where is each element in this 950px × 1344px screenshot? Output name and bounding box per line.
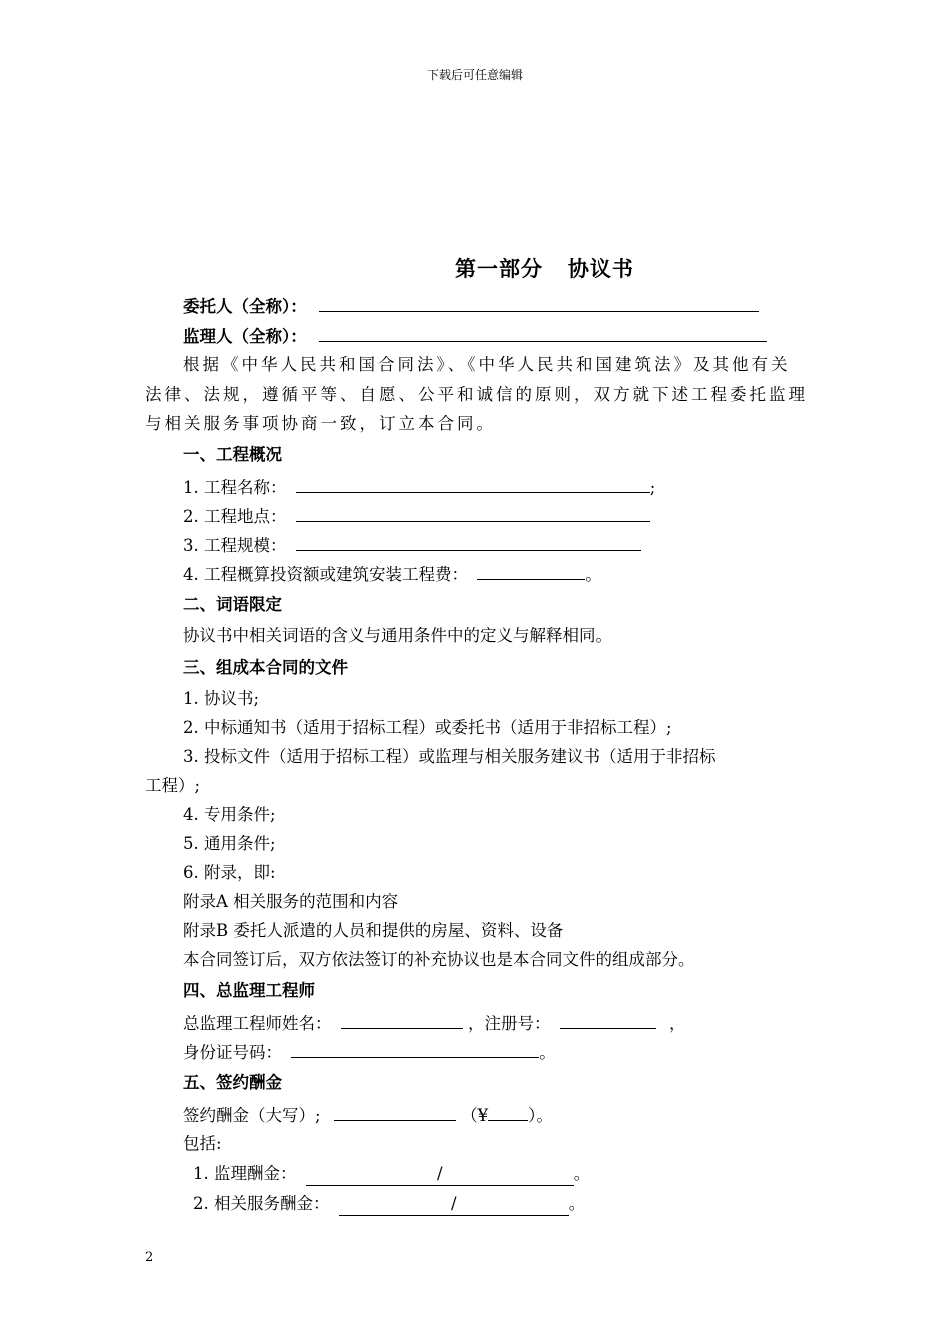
project-scale-label: 3. 工程规模： xyxy=(183,536,287,555)
signing-fee-words-field[interactable] xyxy=(334,1104,456,1121)
project-scale-field[interactable] xyxy=(296,534,641,551)
section4-heading: 四、总监理工程师 xyxy=(183,981,315,1000)
service-fee-slash: / xyxy=(450,1194,457,1213)
id-number-end: 。 xyxy=(539,1043,556,1062)
supervision-fee-field[interactable] xyxy=(306,1163,574,1186)
project-name-field[interactable] xyxy=(296,476,650,493)
project-location-label: 2. 工程地点： xyxy=(183,507,287,526)
service-fee-line xyxy=(193,1193,585,1216)
intro-line-2: 法律、法规，遵循平等、自愿、公平和诚信的原则，双方就下述工程委托监理 xyxy=(145,385,808,404)
section3-heading: 三、组成本合同的文件 xyxy=(183,658,348,677)
id-number-label: 身份证号码： xyxy=(183,1043,282,1062)
doc-item-3: 3. 投标文件（适用于招标工程）或监理与相关服务建议书（适用于非招标 xyxy=(183,747,716,766)
section2-text: 协议书中相关词语的含义与通用条件中的定义与解释相同。 xyxy=(183,626,612,645)
project-location-line xyxy=(183,505,650,528)
doc-item-2: 2. 中标通知书（适用于招标工程）或委托书（适用于非招标工程）; xyxy=(183,718,672,737)
client-label: 委托人（全称）： xyxy=(183,297,307,316)
project-name-end: ; xyxy=(649,478,656,497)
service-fee-field[interactable] xyxy=(339,1193,569,1216)
supervision-fee-slash: / xyxy=(436,1164,443,1183)
project-name-label: 1. 工程名称： xyxy=(183,478,287,497)
supervisor-line xyxy=(183,325,767,348)
doc-item-1: 1. 协议书; xyxy=(183,689,260,708)
chief-engineer-name-label: 总监理工程师姓名： xyxy=(183,1014,332,1033)
section5-heading: 五、签约酬金 xyxy=(183,1073,282,1092)
id-number-line xyxy=(183,1041,556,1064)
service-fee-label: 2. 相关服务酬金： xyxy=(193,1194,330,1213)
page-title: 第一部分 协议书 xyxy=(455,257,634,281)
intro-line-3: 与相关服务事项协商一致，订立本合同。 xyxy=(145,414,496,433)
includes-label: 包括: xyxy=(183,1134,222,1153)
project-name-line xyxy=(183,476,655,499)
intro-line-1: 根据《中华人民共和国合同法》、《中华人民共和国建筑法》及其他有关 xyxy=(183,355,791,374)
project-investment-label: 4. 工程概算投资额或建筑安装工程费： xyxy=(183,565,468,584)
project-investment-line xyxy=(183,563,602,586)
supervisor-label: 监理人（全称）： xyxy=(183,327,307,346)
client-line xyxy=(183,295,759,318)
registration-end: ， xyxy=(669,1014,686,1033)
signing-fee-label: 签约酬金（大写）; xyxy=(183,1106,321,1125)
doc-item-4: 4. 专用条件; xyxy=(183,805,276,824)
registration-label: ，注册号： xyxy=(468,1014,551,1033)
supervision-fee-line xyxy=(193,1163,590,1186)
doc-item-5: 5. 通用条件; xyxy=(183,834,276,853)
service-fee-end: 。 xyxy=(568,1194,586,1213)
header-note: 下载后可任意编辑 xyxy=(426,68,523,82)
doc-item-6: 6. 附录，即: xyxy=(183,863,276,882)
appendix-b: 附录B 委托人派遣的人员和提供的房屋、资料、设备 xyxy=(183,921,564,940)
project-scale-line xyxy=(183,534,641,557)
registration-number-field[interactable] xyxy=(560,1012,656,1029)
client-name-field[interactable] xyxy=(319,295,759,312)
project-investment-field[interactable] xyxy=(477,563,585,580)
signing-fee-line xyxy=(183,1104,553,1127)
section1-heading: 一、工程概况 xyxy=(183,445,282,464)
chief-engineer-line xyxy=(183,1012,686,1035)
supervision-fee-label: 1. 监理酬金： xyxy=(193,1164,297,1183)
chief-engineer-name-field[interactable] xyxy=(341,1012,463,1029)
appendix-a: 附录A 相关服务的范围和内容 xyxy=(183,892,399,911)
supplement-note: 本合同签订后，双方依法签订的补充协议也是本合同文件的组成部分。 xyxy=(183,950,695,969)
supervisor-name-field[interactable] xyxy=(319,325,767,342)
doc-item-3-cont: 工程）; xyxy=(145,776,201,795)
signing-fee-amount-field[interactable] xyxy=(488,1104,528,1121)
supervision-fee-end: 。 xyxy=(573,1164,591,1183)
id-number-field[interactable] xyxy=(291,1041,539,1058)
project-investment-end: 。 xyxy=(585,565,602,584)
project-location-field[interactable] xyxy=(296,505,650,522)
signing-fee-paren-close: ）。 xyxy=(528,1106,553,1125)
page-number: 2 xyxy=(145,1250,154,1265)
section2-heading: 二、词语限定 xyxy=(183,595,282,614)
signing-fee-paren-open: （¥ xyxy=(461,1106,489,1125)
